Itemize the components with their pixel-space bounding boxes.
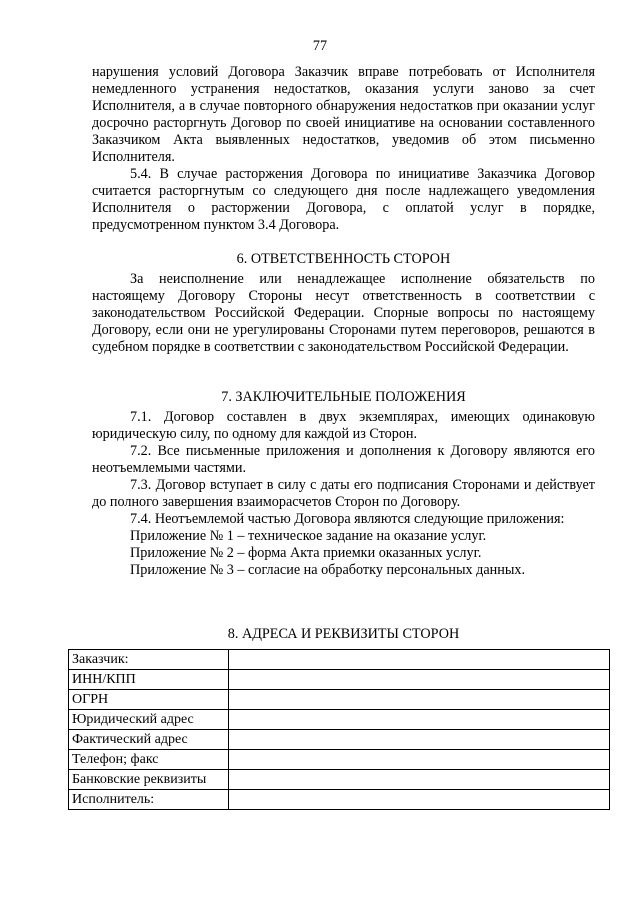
clause-7-2: 7.2. Все письменные приложения и дополнения к Договору являются его неотъемлемыми частями. bbox=[92, 443, 595, 476]
appendix-1: Приложение № 1 – техническое задание на оказание услуг. bbox=[130, 528, 487, 544]
row-label-phone-fax: Телефон; факс bbox=[69, 750, 229, 770]
paragraph-continuation: нарушения условий Договора Заказчик вправе потребовать от Исполнителя немедленного устранения недостатков, оказания услуги заново за счет Исполнителя, а в случае повторного обнаружения недостатков при оказании услуг досрочно расторгнуть Договор по своей инициативе на основании составленного Заказчиком Акта выявленных недостатков, уведомив об этом письменно Исполнителя. bbox=[92, 64, 595, 165]
row-value bbox=[229, 650, 610, 670]
appendix-2: Приложение № 2 – форма Акта приемки оказанных услуг. bbox=[130, 545, 482, 561]
row-value bbox=[229, 710, 610, 730]
clause-7-1: 7.1. Договор составлен в двух экземплярах, имеющих одинаковую юридическую силу, по одному для каждой из Сторон. bbox=[92, 409, 595, 442]
clause-5-4: 5.4. В случае расторжения Договора по инициативе Заказчика Договор считается расторгнутым со следующего дня после надлежащего уведомления Исполнителя о расторжении Договора, с оплатой услуг в порядке, предусмотренном пунктом 3.4 Договора. bbox=[92, 166, 595, 233]
clause-7-3: 7.3. Договор вступает в силу с даты его подписания Сторонами и действует до полного завершения взаиморасчетов Сторон по Договору. bbox=[92, 477, 595, 510]
row-value bbox=[229, 670, 610, 690]
row-label-contractor: Исполнитель: bbox=[69, 790, 229, 810]
row-label-inn-kpp: ИНН/КПП bbox=[69, 670, 229, 690]
section-6-text: За неисполнение или ненадлежащее исполнение обязательств по настоящему Договору Стороны несут ответственность в соответствии с законодательством Российской Федерации. Спорные вопросы по настоящему Договору, если они не урегулированы Сторонами путем переговоров, решаются в судебном порядке в соответствии с законодательством Российской Федерации. bbox=[92, 271, 595, 355]
page-number: 77 bbox=[312, 38, 328, 54]
appendix-3: Приложение № 3 – согласие на обработку персональных данных. bbox=[130, 562, 526, 578]
section-7 bbox=[92, 389, 595, 579]
clause-7-4: 7.4. Неотъемлемой частью Договора являются следующие приложения: bbox=[130, 511, 565, 527]
section-8-heading: 8. АДРЕСА И РЕКВИЗИТЫ СТОРОН bbox=[227, 626, 460, 642]
section-6 bbox=[92, 251, 595, 356]
section-8 bbox=[92, 626, 595, 643]
requisites-table bbox=[68, 649, 610, 810]
table-row bbox=[69, 730, 610, 750]
row-label-bank-details: Банковские реквизиты bbox=[69, 770, 229, 790]
row-label-actual-address: Фактический адрес bbox=[69, 730, 229, 750]
table-row bbox=[69, 770, 610, 790]
paragraph-top-1 bbox=[92, 64, 595, 166]
table-row bbox=[69, 790, 610, 810]
row-value bbox=[229, 750, 610, 770]
row-label-legal-address: Юридический адрес bbox=[69, 710, 229, 730]
paragraph-top-2 bbox=[92, 166, 595, 234]
table-row bbox=[69, 690, 610, 710]
table-row bbox=[69, 750, 610, 770]
section-7-heading: 7. ЗАКЛЮЧИТЕЛЬНЫЕ ПОЛОЖЕНИЯ bbox=[221, 389, 466, 405]
row-label-customer: Заказчик: bbox=[69, 650, 229, 670]
row-value bbox=[229, 730, 610, 750]
row-value bbox=[229, 790, 610, 810]
row-value bbox=[229, 770, 610, 790]
row-label-ogrn: ОГРН bbox=[69, 690, 229, 710]
row-value bbox=[229, 690, 610, 710]
section-6-heading: 6. ОТВЕТСТВЕННОСТЬ СТОРОН bbox=[236, 251, 451, 267]
table-row bbox=[69, 650, 610, 670]
table-row bbox=[69, 670, 610, 690]
table-row bbox=[69, 710, 610, 730]
